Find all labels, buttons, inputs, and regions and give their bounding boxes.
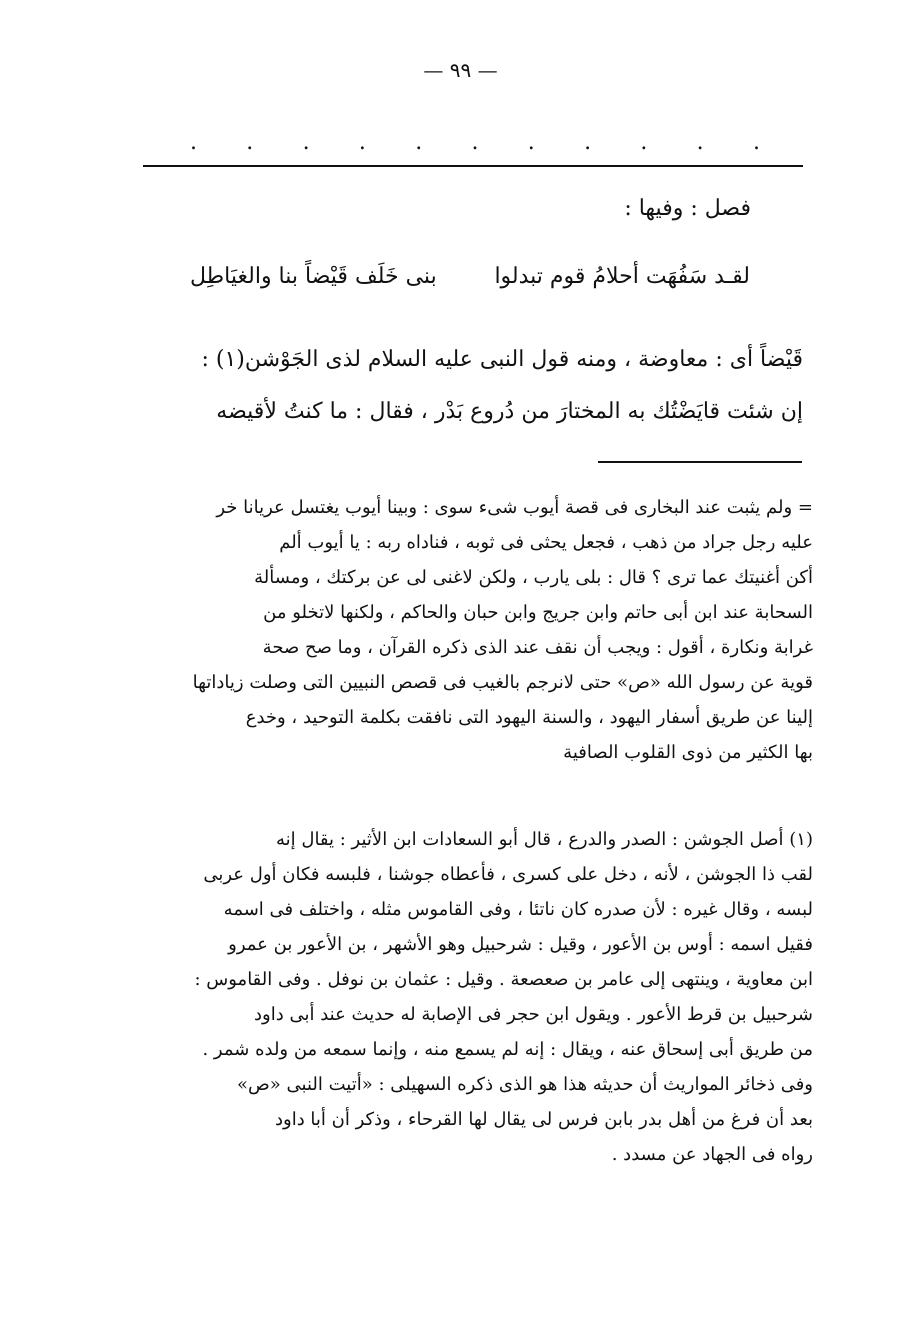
footnote-line: السحابة عند ابن أبى حاتم وابن جريج وابن حبان والحاكم ، ولكنها لاتخلو من — [263, 602, 813, 623]
ornament-dot: . — [640, 130, 648, 155]
ornament-dot: . — [302, 130, 310, 155]
ornament-dot: . — [190, 130, 197, 155]
footnote-line: بعد أن فرغ من أهل بدر بابن فرس لى يقال لها القرحاء ، وذكر أن أبا داود — [274, 1109, 813, 1130]
ornament-dot: . — [471, 130, 479, 155]
ornamental-dots-row — [190, 132, 760, 154]
footnote-line: لبسه ، وقال غيره : لأن صدره كان ناتئا ، وفى القاموس مثله ، واختلف فى اسمه — [223, 899, 813, 920]
footnote-divider — [598, 461, 802, 463]
ornament-dot: . — [696, 130, 704, 155]
footnote-1 — [143, 822, 813, 1172]
poetry-verse — [190, 264, 750, 289]
ornament-dot: . — [752, 130, 760, 155]
footnote-line: غرابة ونكارة ، أقول : ويجب أن نقف عند الذى ذكره القرآن ، وما صح صحة — [262, 637, 813, 658]
ornament-dot: . — [415, 130, 423, 155]
body-paragraph — [143, 334, 803, 438]
page-number: — ٩٩ — — [423, 58, 498, 82]
footnote-line: عليه رجل جراد من ذهب ، فجعل يحثى فى ثوبه ، فناداه ربه : يا أيوب ألم — [279, 532, 813, 553]
footnote-line: أكن أغنيتك عما ترى ؟ قال : بلى يارب ، ولكن لاغنى لى عن بركتك ، ومسألة — [254, 567, 813, 588]
footnote-line: شرحبيل بن قرط الأعور . ويقول ابن حجر فى الإصابة له حديث عند أبى داود — [254, 1004, 813, 1025]
footnote-line: ابن معاوية ، وينتهى إلى عامر بن صعصعة . وقيل : عثمان بن نوفل . وفى القاموس : — [194, 969, 813, 990]
verse-hemistich-second: بنى خَلَف قَيْضاً بنا والغيَاطِل — [190, 264, 437, 289]
ornament-dot: . — [246, 130, 254, 155]
header-divider — [143, 165, 803, 167]
ornament-dot: . — [584, 130, 592, 155]
footnote-line: (١) أصل الجوشن : الصدر والدرع ، قال أبو السعادات ابن الأثير : يقال إنه — [275, 829, 813, 850]
paragraph-line: قَيْضاً أى : معاوضة ، ومنه قول النبى عليه السلام لذى الجَوْشن(١) : — [201, 347, 803, 372]
footnote-line: إلينا عن طريق أسفار اليهود ، والسنة اليهود التى نافقت بكلمة التوحيد ، وخدع — [245, 707, 813, 728]
footnote-line: = ولم يثبت عند البخارى فى قصة أيوب شىء سوى : وبينا أيوب يغتسل عريانا خر — [216, 497, 813, 518]
paragraph-line: إن شئت قايَضْتُك به المختارَ من دُروع بَدْر ، فقال : ما كنتُ لأقيضه — [216, 399, 803, 424]
footnote-line: لقب ذا الجوشن ، لأنه ، دخل على كسرى ، فأعطاه جوشنا ، فلبسه فكان أول عربى — [203, 864, 813, 885]
footnote-continuation — [143, 490, 813, 770]
section-title: فصل : وفيها : — [624, 196, 751, 221]
ornament-dot: . — [358, 130, 366, 155]
footnote-line: رواه فى الجهاد عن مسدد . — [611, 1144, 813, 1165]
footnote-line: فقيل اسمه : أوس بن الأعور ، وقيل : شرحبيل وهو الأشهر ، بن الأعور بن عمرو — [228, 934, 813, 955]
footnote-line: قوية عن رسول الله «ص» حتى لانرجم بالغيب فى قصص النبيين التى وصلت زياداتها — [192, 672, 813, 693]
verse-hemistich-first: لقـد سَفُهَت أحلامُ قوم تبدلوا — [494, 264, 750, 289]
footnote-line: وفى ذخائر المواريث أن حديثه هذا هو الذى ذكره السهيلى : «أتيت النبى «ص» — [237, 1074, 813, 1095]
footnote-line: من طريق أبى إسحاق عنه ، ويقال : إنه لم يسمع منه ، وإنما سمعه من ولده شمر . — [202, 1039, 813, 1060]
ornament-dot: . — [527, 130, 535, 155]
footnote-line: بها الكثير من ذوى القلوب الصافية — [563, 742, 813, 763]
